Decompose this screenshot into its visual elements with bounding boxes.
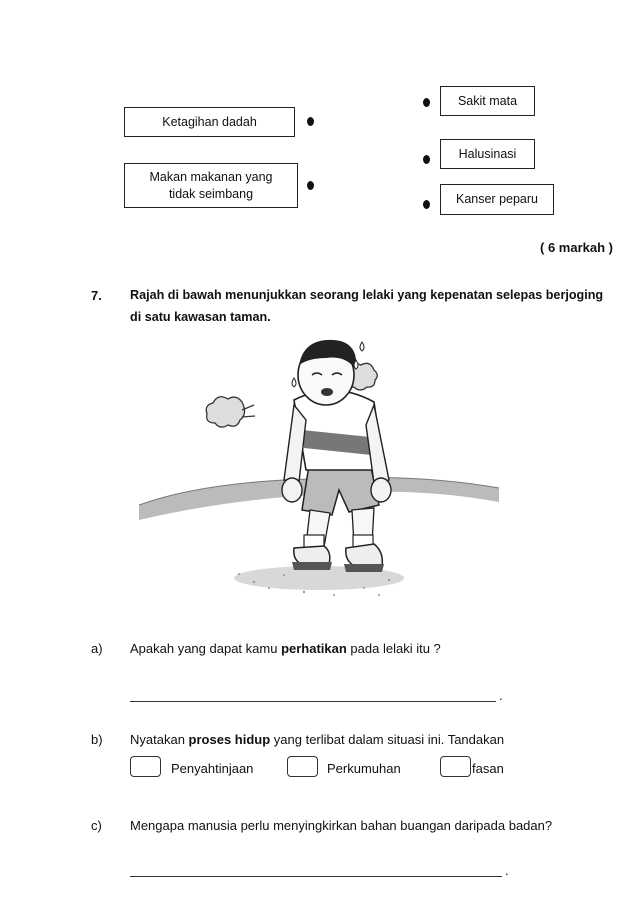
part-a-label: a) bbox=[91, 641, 103, 656]
right-box-lung-cancer bbox=[440, 184, 554, 215]
match-dot-left-1[interactable] bbox=[307, 117, 314, 126]
left-box-drug-addiction bbox=[124, 107, 295, 137]
right-box-eye-pain bbox=[440, 86, 535, 116]
question-line-1: Rajah di bawah menunjukkan seorang lelaki yang kepenatan selepas berjoging bbox=[130, 288, 604, 302]
checkbox-option-1[interactable] bbox=[130, 756, 161, 777]
part-a-suffix: pada lelaki itu ? bbox=[346, 641, 441, 656]
question-line-2: di satu kawasan taman. bbox=[130, 310, 271, 324]
part-b-question bbox=[130, 732, 504, 747]
part-c-answer-end: . bbox=[505, 863, 509, 878]
part-b-suffix: yang terlibat dalam situasi ini. Tandakan bbox=[270, 732, 505, 747]
marks-label: ( 6 markah ) bbox=[540, 240, 613, 255]
left-box-unbalanced-diet bbox=[124, 163, 298, 208]
right-box-label: Sakit mata bbox=[457, 93, 518, 108]
right-box-hallucination bbox=[440, 139, 535, 169]
right-box-label: Kanser peparu bbox=[455, 192, 538, 206]
left-box-label-line2: tidak seimbang bbox=[168, 186, 254, 201]
part-c-question: Mengapa manusia perlu menyingkirkan bahan buangan daripada badan? bbox=[130, 818, 553, 833]
checkbox-option-3[interactable] bbox=[440, 756, 471, 777]
match-dot-right-3[interactable] bbox=[423, 200, 430, 209]
checkbox-option-2[interactable] bbox=[287, 756, 318, 777]
left-box-label-line1: Makan makanan yang bbox=[149, 169, 273, 184]
part-b-prefix: Nyatakan bbox=[130, 732, 189, 747]
part-b-keyword: proses hidup bbox=[188, 732, 271, 747]
option-3-label: fasan bbox=[472, 761, 504, 776]
part-a-prefix: Apakah yang dapat kamu bbox=[130, 641, 282, 656]
part-a-question bbox=[130, 641, 441, 656]
match-dot-right-2[interactable] bbox=[423, 155, 430, 164]
part-b-label: b) bbox=[91, 732, 103, 747]
part-a-keyword: perhatikan bbox=[281, 641, 347, 656]
left-box-label: Ketagihan dadah bbox=[162, 114, 257, 129]
part-a-answer-line[interactable] bbox=[130, 701, 496, 702]
option-2-label: Perkumuhan bbox=[327, 761, 401, 776]
match-dot-left-2[interactable] bbox=[307, 181, 314, 190]
part-c-answer-line[interactable] bbox=[130, 876, 502, 877]
part-a-answer-end: . bbox=[499, 688, 503, 703]
part-c-label: c) bbox=[91, 818, 102, 833]
tired-jogger-illustration bbox=[134, 330, 506, 602]
match-dot-right-1[interactable] bbox=[423, 98, 430, 107]
question-number: 7. bbox=[91, 288, 102, 303]
option-1-label: Penyahtinjaan bbox=[171, 761, 254, 776]
right-box-label: Halusinasi bbox=[458, 146, 517, 161]
